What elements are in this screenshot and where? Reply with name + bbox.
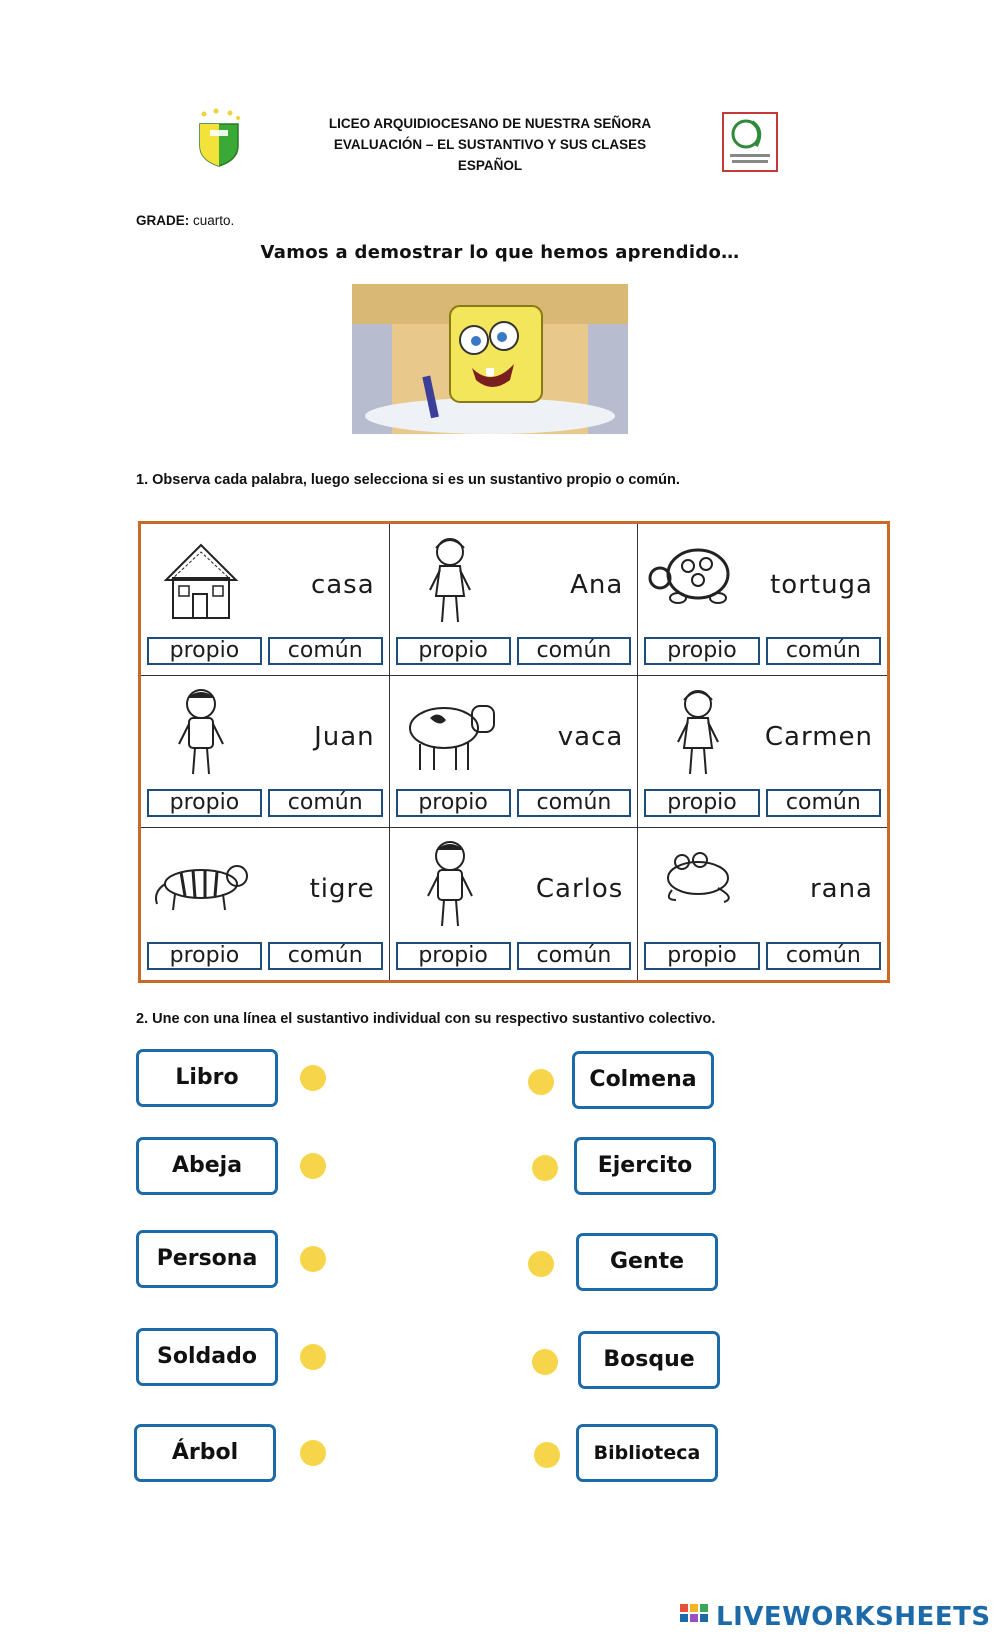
noun-classification-grid [138,521,890,983]
option-comun-button[interactable]: común [268,637,383,665]
noun-word: tortuga [770,570,873,600]
option-group [644,789,881,817]
option-comun-button[interactable]: común [517,942,632,970]
noun-word: Carlos [535,874,624,904]
right-connector-dot[interactable] [534,1442,560,1468]
collective-noun-box[interactable]: Ejercito [574,1137,716,1195]
evaluation-title: EVALUACIÓN – EL SUSTANTIVO Y SUS CLASES [333,137,647,152]
subject-name: ESPAÑOL [457,158,523,173]
school-name: LICEO ARQUIDIOCESANO DE NUESTRA SEÑORA [328,116,652,131]
turtle-icon [648,530,748,630]
left-connector-dot[interactable] [300,1344,326,1370]
girl-icon [400,530,500,630]
grade-label: GRADE: [136,213,190,228]
noun-card [141,524,390,676]
right-connector-dot[interactable] [528,1069,554,1095]
individual-noun-box[interactable]: Abeja [136,1137,278,1195]
left-connector-dot[interactable] [300,1153,326,1179]
collective-noun-box[interactable]: Gente [576,1233,718,1291]
noun-word: casa [310,570,375,600]
option-propio-button[interactable]: propio [396,789,511,817]
grade-value: cuarto. [193,213,235,228]
noun-card [638,676,887,828]
option-group [396,789,632,817]
brand-name: LIVEWORKSHEETS [716,1602,991,1632]
cartoon-student-writing-image [352,284,628,434]
option-group [147,637,383,665]
noun-card [390,524,639,676]
option-group [396,942,632,970]
collective-noun-box[interactable]: Biblioteca [576,1424,718,1482]
option-comun-button[interactable]: común [766,942,881,970]
individual-noun-box[interactable]: Persona [136,1230,278,1288]
grade-line [136,213,234,228]
noun-word: Ana [570,570,624,600]
option-group [644,942,881,970]
liveworksheets-logo-icon [680,1602,710,1630]
individual-noun-box[interactable]: Árbol [134,1424,276,1482]
right-connector-dot[interactable] [528,1251,554,1277]
school-header [300,113,680,176]
cow-icon [400,682,500,782]
option-comun-button[interactable]: común [268,942,383,970]
collective-noun-box[interactable]: Colmena [572,1051,714,1109]
option-comun-button[interactable]: común [766,789,881,817]
noun-card [390,828,639,980]
left-connector-dot[interactable] [300,1065,326,1091]
boy-icon [151,682,251,782]
option-propio-button[interactable]: propio [147,637,262,665]
left-connector-dot[interactable] [300,1440,326,1466]
option-propio-button[interactable]: propio [644,637,759,665]
noun-card [390,676,639,828]
option-group [396,637,632,665]
right-connector-dot[interactable] [532,1349,558,1375]
noun-word: tigre [309,874,375,904]
tiger-icon [151,834,251,934]
noun-card [638,828,887,980]
option-group [147,789,383,817]
noun-word: vaca [557,722,624,752]
section2-instruction: 2. Une con una línea el sustantivo individual con su respectivo sustantivo colectivo. [136,1011,716,1027]
option-propio-button[interactable]: propio [147,789,262,817]
option-propio-button[interactable]: propio [644,789,759,817]
noun-card [141,676,390,828]
left-connector-dot[interactable] [300,1246,326,1272]
noun-card [638,524,887,676]
option-comun-button[interactable]: común [517,637,632,665]
school-crest-icon [196,108,242,168]
option-propio-button[interactable]: propio [147,942,262,970]
frog-icon [648,834,748,934]
individual-noun-box[interactable]: Libro [136,1049,278,1107]
individual-noun-box[interactable]: Soldado [136,1328,278,1386]
subtitle: Vamos a demostrar lo que hemos aprendido… [260,242,740,263]
option-comun-button[interactable]: común [517,789,632,817]
option-group [644,637,881,665]
certification-logo-icon [722,112,778,172]
collective-noun-box[interactable]: Bosque [578,1331,720,1389]
girl-icon [648,682,748,782]
option-comun-button[interactable]: común [766,637,881,665]
boy-icon [400,834,500,934]
noun-word: rana [809,874,873,904]
right-connector-dot[interactable] [532,1155,558,1181]
liveworksheets-brand [680,1602,991,1632]
house-icon [151,530,251,630]
noun-word: Juan [314,722,375,752]
section1-instruction: 1. Observa cada palabra, luego selecciona si es un sustantivo propio o común. [136,472,680,488]
option-group [147,942,383,970]
option-propio-button[interactable]: propio [644,942,759,970]
option-propio-button[interactable]: propio [396,942,511,970]
option-propio-button[interactable]: propio [396,637,511,665]
noun-card [141,828,390,980]
noun-word: Carmen [764,722,873,752]
option-comun-button[interactable]: común [268,789,383,817]
